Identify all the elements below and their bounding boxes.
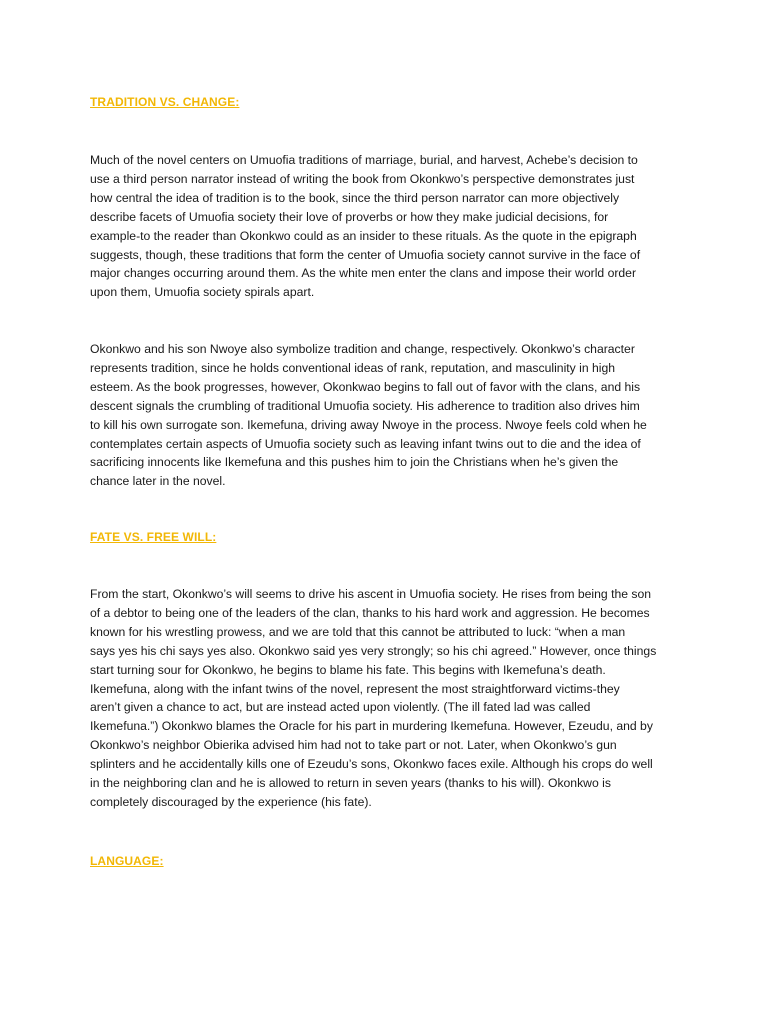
text-line: in the neighboring clan and he is allowed to return in seven years (thanks to his will). Okonkwo is xyxy=(90,776,611,791)
text-line: upon them, Umuofia society spirals apart. xyxy=(90,285,315,300)
paragraph-fate-1 xyxy=(90,585,682,812)
text-line: major changes occurring around them. As the white men enter the clans and impose their world order xyxy=(90,266,637,281)
text-line: completely discouraged by the experience (his fate). xyxy=(90,794,372,809)
text-line: sacrificing innocents like Ikemefuna and this pushes him to join the Christians when he’s given the xyxy=(90,455,619,470)
paragraph-tradition-1 xyxy=(90,151,682,302)
text-line: start turning sour for Okonkwo, he begins to blame his fate. This begins with Ikemefuna’s death. xyxy=(90,662,606,677)
text-line: to kill his own surrogate son. Ikemefuna, driving away Nwoye in the process. Nwoye feels cold when he xyxy=(90,417,647,432)
text-line: splinters and he accidentally kills one of Ezeudu’s sons, Okonkwo faces exile. Although his crops do well xyxy=(90,757,653,772)
section-heading-fate-vs-free-will: FATE VS. FREE WILL: xyxy=(90,530,217,544)
text-line: how central the idea of tradition is to the book, since the third person narrator can more objectively xyxy=(90,190,620,205)
text-line: contemplates certain aspects of Umuofia society such as leaving infant twins out to die and the idea of xyxy=(90,436,641,451)
text-line: known for his wrestling prowess, and we are told that this cannot be attributed to luck: “when a man xyxy=(90,624,626,639)
text-line: describe facets of Umuofia society their love of proverbs or how they make judicial decisions, for xyxy=(90,209,609,224)
text-line: esteem. As the book progresses, however, Okonkwao begins to fall out of favor with the clans, and his xyxy=(90,379,641,394)
text-line: aren’t given a chance to act, but are instead acted upon violently. (The ill fated lad was called xyxy=(90,700,591,715)
text-line: chance later in the novel. xyxy=(90,474,226,489)
text-line: Okonkwo’s neighbor Obierika advised him had not to take part or not. Later, when Okonkwo’s gun xyxy=(90,738,617,753)
text-line: Ikemefuna, along with the infant twins of the novel, represent the most straightforward victims-they xyxy=(90,681,620,696)
text-line: Okonkwo and his son Nwoye also symbolize tradition and change, respectively. Okonkwo’s character xyxy=(90,342,635,356)
section-heading-language: LANGUAGE: xyxy=(90,854,164,868)
text-line: says yes his chi says yes also. Okonkwo said yes very strongly; so his chi agreed.” However, once things xyxy=(90,643,657,658)
text-line: represents tradition, since he holds conventional ideas of rank, reputation, and masculinity in high xyxy=(90,360,616,375)
text-line: suggests, though, these traditions that form the center of Umuofia society cannot survive in the face of xyxy=(90,247,641,262)
text-line: use a third person narrator instead of writing the book from Okonkwo’s perspective demonstrates just xyxy=(90,171,635,186)
paragraph-tradition-2 xyxy=(90,340,682,491)
text-line: example-to the reader than Okonkwo could as an insider to these rituals. As the quote in the epigraph xyxy=(90,228,637,243)
section-heading-tradition-vs-change: TRADITION VS. CHANGE: xyxy=(90,95,240,109)
text-line: Ikemefuna.”) Okonkwo blames the Oracle for his part in murdering Ikemefuna. However, Ezeudu, and by xyxy=(90,719,653,734)
text-line: From the start, Okonkwo’s will seems to drive his ascent in Umuofia society. He rises from being the son xyxy=(90,587,652,601)
text-line: descent signals the crumbling of traditional Umuofia society. His adherence to tradition also drives him xyxy=(90,398,640,413)
text-line: of a debtor to being one of the leaders of the clan, thanks to his hard work and aggression. He becomes xyxy=(90,605,650,620)
text-line: Much of the novel centers on Umuofia traditions of marriage, burial, and harvest, Achebe’s decision to xyxy=(90,153,638,167)
